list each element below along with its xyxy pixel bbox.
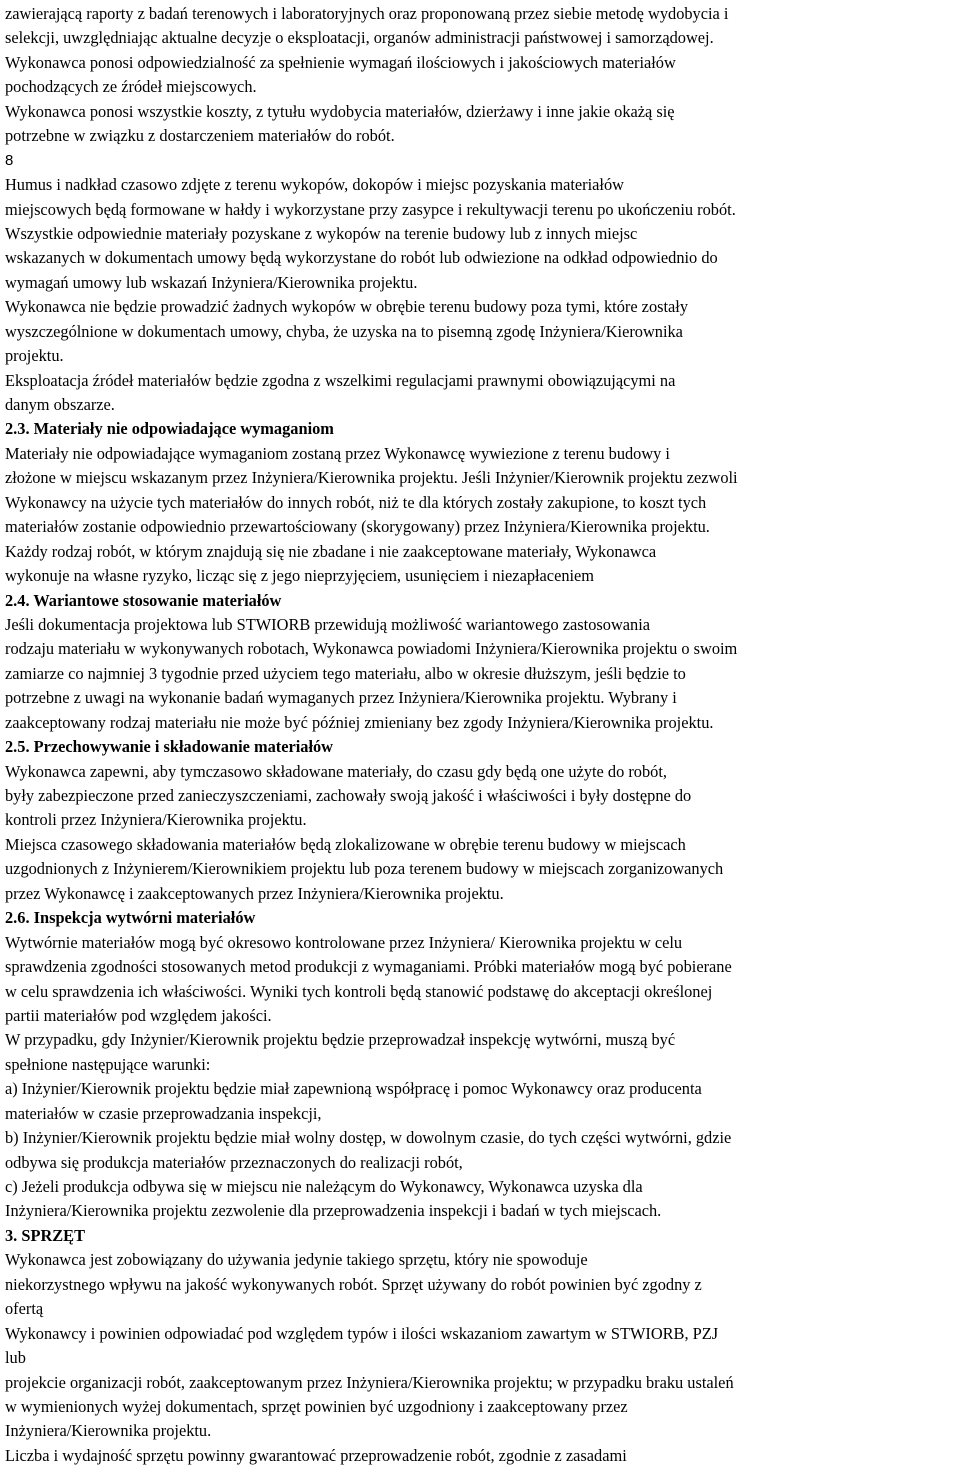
text-line: potrzebne w związku z dostarczeniem materiałów do robót. xyxy=(5,126,395,146)
text-line: przez Wykonawcę i zaakceptowanych przez Inżyniera/Kierownika projektu. xyxy=(5,883,504,903)
text-line: wymagań umowy lub wskazań Inżyniera/Kierownika projektu. xyxy=(5,272,418,292)
text-line: b) Inżynier/Kierownik projektu będzie miał wolny dostęp, w dowolnym czasie, do tych części wytwórni, gdzie xyxy=(5,1128,732,1148)
text-line: Wykonawcy i powinien odpowiadać pod względem typów i ilości wskazaniom zawartym w STWIORB, PZJ xyxy=(5,1323,719,1343)
text-line: miejscowych będą formowane w hałdy i wykorzystane przy zasypce i rekultywacji terenu po ukończeniu robót. xyxy=(5,199,736,219)
text-line: pochodzących ze źródeł miejscowych. xyxy=(5,77,257,97)
text-line: Każdy rodzaj robót, w którym znajdują się nie zbadane i nie zaakceptowane materiały, Wykonawca xyxy=(5,541,657,561)
text-line: Wykonawcy na użycie tych materiałów do innych robót, niż te dla których zostały zakupione, to koszt tych xyxy=(5,492,707,512)
text-line: uzgodnionych z Inżynierem/Kierownikiem projektu lub poza terenem budowy w miejscach zorganizowanych xyxy=(5,859,724,879)
text-line: sprawdzenia zgodności stosowanych metod produkcji z wymaganiami. Próbki materiałów mogą być pobierane xyxy=(5,957,732,977)
text-line: projekcie organizacji robót, zaakceptowanym przez Inżyniera/Kierownika projektu; w przypadku braku ustaleń xyxy=(5,1372,734,1392)
section-heading: 2.4. Wariantowe stosowanie materiałów xyxy=(5,590,282,610)
text-line: Wykonawca jest zobowiązany do używania jedynie takiego sprzętu, który nie spowoduje xyxy=(5,1250,588,1270)
text-line: Wytwórnie materiałów mogą być okresowo kontrolowane przez Inżyniera/ Kierownika projektu w celu xyxy=(5,932,683,952)
text-line: Liczba i wydajność sprzętu powinny gwarantować przeprowadzenie robót, zgodnie z zasadami xyxy=(5,1445,627,1465)
text-line: Jeśli dokumentacja projektowa lub STWIORB przewidują możliwość wariantowego zastosowania xyxy=(5,614,651,634)
text-line: potrzebne z uwagi na wykonanie badań wymaganych przez Inżyniera/Kierownika projektu. Wybrany i xyxy=(5,688,677,708)
text-line: niekorzystnego wpływu na jakość wykonywanych robót. Sprzęt używany do robót powinien być zgodny z xyxy=(5,1274,702,1294)
section-heading: 3. SPRZĘT xyxy=(5,1225,85,1245)
text-line: Miejsca czasowego składowania materiałów będą zlokalizowane w obrębie terenu budowy w miejscach xyxy=(5,834,686,854)
text-line: Wykonawca ponosi wszystkie koszty, z tytułu wydobycia materiałów, dzierżawy i inne jakie okażą się xyxy=(5,101,675,121)
text-line: zawierającą raporty z badań terenowych i laboratoryjnych oraz proponowaną przez siebie metodę wydobycia i xyxy=(5,4,729,23)
text-line: materiałów zostanie odpowiednio przewartościowany (skorygowany) przez Inżyniera/Kierownika projektu. xyxy=(5,517,710,537)
text-line: rodzaju materiału w wykonywanych robotach, Wykonawca powiadomi Inżyniera/Kierownika projektu o swoim xyxy=(5,639,738,659)
text-line: Wykonawca zapewni, aby tymczasowo składowane materiały, do czasu gdy będą one użyte do robót, xyxy=(5,761,667,781)
text-line: a) Inżynier/Kierownik projektu będzie miał zapewnioną współpracę i pomoc Wykonawcy oraz producenta xyxy=(5,1079,702,1099)
text-line: spełnione następujące warunki: xyxy=(5,1054,211,1074)
section-heading: 2.5. Przechowywanie i składowanie materiałów xyxy=(5,737,333,757)
text-line: zamiarze co najmniej 3 tygodnie przed użyciem tego materiału, albo w okresie dłuższym, jeśli będzie to xyxy=(5,663,686,683)
text-line: selekcji, uwzględniając aktualne decyzje o eksploatacji, organów administracji państwowej i samorządowej. xyxy=(5,28,714,48)
text-line: Eksploatacja źródeł materiałów będzie zgodna z wszelkimi regulacjami prawnymi obowiązującymi na xyxy=(5,370,676,390)
text-line: ofertą xyxy=(5,1299,44,1319)
text-line: Inżyniera/Kierownika projektu. xyxy=(5,1421,212,1441)
text-line: zaakceptowany rodzaj materiału nie może być później zmieniany bez zgody Inżyniera/Kierownika projektu. xyxy=(5,712,714,732)
text-line: Inżyniera/Kierownika projektu zezwolenie dla przeprowadzenia inspekcji i badań w tych miejscach. xyxy=(5,1201,662,1221)
text-line: lub xyxy=(5,1348,26,1368)
section-heading: 2.6. Inspekcja wytwórni materiałów xyxy=(5,908,256,928)
section-heading: 2.3. Materiały nie odpowiadające wymaganiom xyxy=(5,419,334,439)
text-line: Materiały nie odpowiadające wymaganiom zostaną przez Wykonawcę wywiezione z terenu budowy i xyxy=(5,443,670,463)
text-line: projektu. xyxy=(5,346,64,366)
text-line: kontroli przez Inżyniera/Kierownika projektu. xyxy=(5,810,307,830)
page-number: 8 xyxy=(5,151,14,169)
text-line: W przypadku, gdy Inżynier/Kierownik projektu będzie przeprowadzał inspekcję wytwórni, muszą być xyxy=(5,1030,676,1050)
text-line: były zabezpieczone przed zanieczyszczeniami, zachowały swoją jakość i właściwości i były dostępne do xyxy=(5,786,692,805)
document-page xyxy=(5,2,957,1468)
text-line: złożone w miejscu wskazanym przez Inżyniera/Kierownika projektu. Jeśli Inżynier/Kierownik projektu zezwoli xyxy=(5,468,738,488)
text-line: materiałów w czasie przeprowadzania inspekcji, xyxy=(5,1103,322,1123)
text-line: w celu sprawdzenia ich właściwości. Wyniki tych kontroli będą stanowić podstawę do akceptacji określonej xyxy=(5,981,713,1001)
text-line: c) Jeżeli produkcja odbywa się w miejscu nie należącym do Wykonawcy, Wykonawca uzyska dla xyxy=(5,1177,643,1196)
text-line: w wymienionych wyżej dokumentach, sprzęt powinien być uzgodniony i zaakceptowany przez xyxy=(5,1396,628,1416)
text-line: Wykonawca ponosi odpowiedzialność za spełnienie wymagań ilościowych i jakościowych materiałów xyxy=(5,52,676,72)
text-line: wykonuje na własne ryzyko, licząc się z jego nieprzyjęciem, usunięciem i niezapłaceniem xyxy=(5,566,595,586)
text-line: wskazanych w dokumentach umowy będą wykorzystane do robót lub odwiezione na odkład odpowiednio do xyxy=(5,248,718,268)
text-line: Humus i nadkład czasowo zdjęte z terenu wykopów, dokopów i miejsc pozyskania materiałów xyxy=(5,175,624,195)
text-line: Wykonawca nie będzie prowadzić żadnych wykopów w obrębie terenu budowy poza tymi, które zostały xyxy=(5,297,689,317)
text-line: wyszczególnione w dokumentach umowy, chyba, że uzyska na to pisemną zgodę Inżyniera/Kierownika xyxy=(5,321,683,341)
text-line: danym obszarze. xyxy=(5,395,115,414)
text-line: Wszystkie odpowiednie materiały pozyskane z wykopów na terenie budowy lub z innych miejsc xyxy=(5,223,638,243)
text-line: partii materiałów pod względem jakości. xyxy=(5,1005,272,1025)
text-line: odbywa się produkcja materiałów przeznaczonych do realizacji robót, xyxy=(5,1152,463,1172)
